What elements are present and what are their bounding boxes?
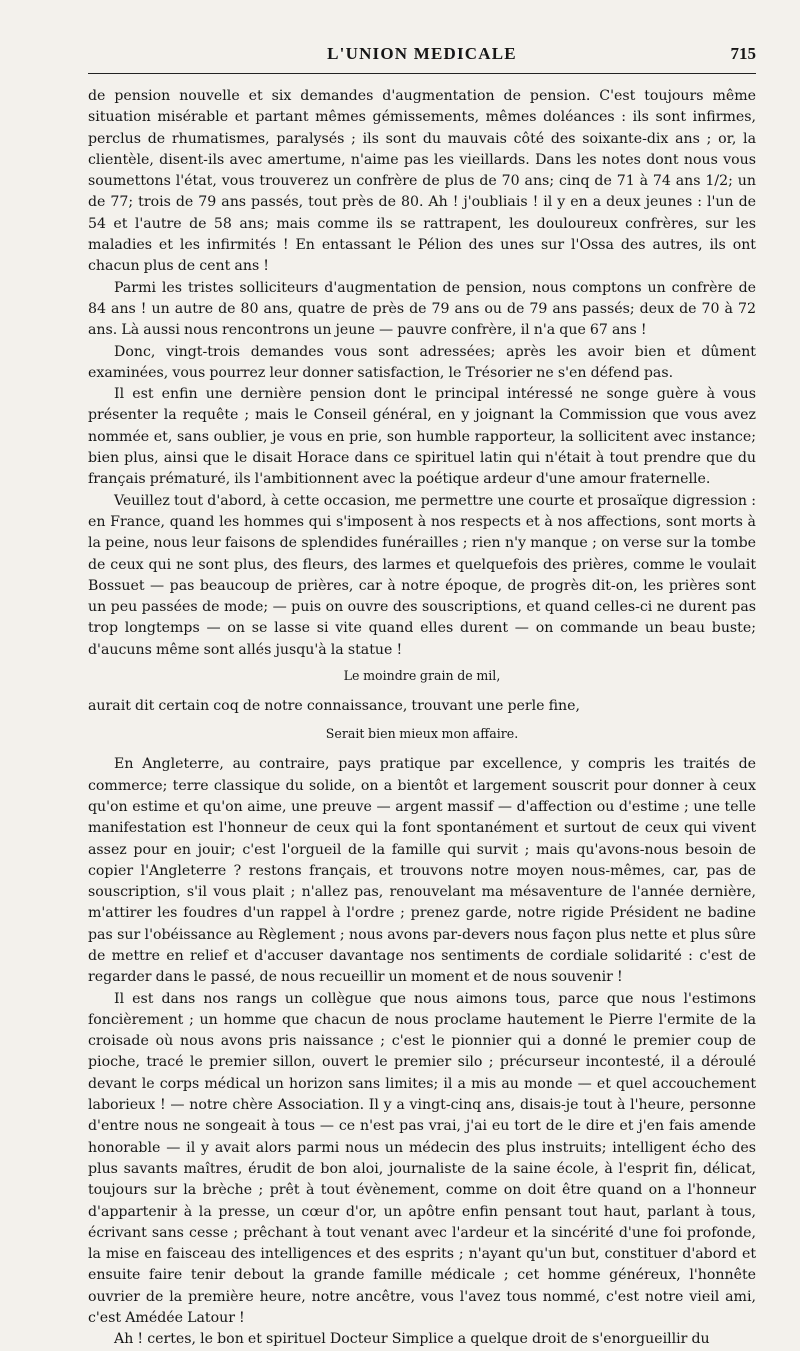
paragraph: aurait dit certain coq de notre connaissance, trouvant une perle fine,	[88, 698, 581, 715]
page-header	[88, 0, 756, 76]
header-rule	[88, 73, 756, 74]
body-text	[88, 86, 756, 1351]
verse-line: Le moindre grain de mil,	[343, 668, 501, 684]
running-title: L'UNION MEDICALE	[327, 44, 517, 63]
page-number: 715	[730, 44, 756, 63]
verse-line: Serait bien mieux mon affaire.	[325, 726, 519, 742]
paragraph: Parmi les tristes solliciteurs d'augmentation de pension, nous comptons un confrère de 84 ans ! un autre de 80 ans, quatre de près de 79 ans ou de 79 ans passés; deux de 70 à 72 ans. Là aussi nous rencontrons un jeune — pauvre confrère, il n'a que 67 ans !	[88, 279, 756, 339]
paragraph: Il est dans nos rangs un collègue que nous aimons tous, parce que nous l'estimons foncièrement ; un homme que chacun de nous proclame hautement le Pierre l'ermite de la croisade où nous avons pris naissance ; c'est le pionnier qui a donné le premier coup de pioche, tracé le premier sillon, ouvert le premier silo ; précurseur incontesté, il a déroulé devant le corps médical un horizon sans limites; il a mis au monde — et quel accouchement laborieux ! — notre chère Association. Il y a vingt-cinq ans, disais-je tout à l'heure, personne d'entre nous ne songeait à tous — ce n'est pas vrai, j'ai eu tort de le dire et j'en fais amende honorable — il y avait alors parmi nous un médecin des plus instruits; intelligent écho des plus savants maîtres, érudit de bon aloi, journaliste de la saine école, à l'esprit fin, délicat, toujours sur la brèche ; prêt à tout évènement, comme on doit être quand on a l'honneur d'appartenir à la presse, un cœur d'or, un apôtre enfin pensant tout haut, parlant à tous, écrivant sans cesse ; prêchant à tout venant avec l'ardeur et la sincérité d'une foi profonde, la mise en faisceau des intelligences et des esprits ; n'ayant qu'un but, constituer d'abord et ensuite faire tenir debout la grande famille médicale ; cet homme généreux, l'honnête ouvrier de la première heure, notre ancêtre, vous l'avez tous nommé, c'est notre vieil ami, c'est Amédée Latour !	[88, 990, 756, 1327]
paragraph: En Angleterre, au contraire, pays pratique par excellence, y compris les traités de commerce; terre classique du solide, on a bientôt et largement souscrit pour donner à ceux qu'on estime et qu'on aime, une preuve — argent massif — d'affection ou d'estime ; une telle manifestation est l'honneur de ceux qui la font spontanément et surtout de ceux qui vivent assez pour en jouir; c'est l'orgueil de la famille qui survit ; mais qu'avons-nous besoin de copier l'Angleterre ? restons français, et trouvons notre moyen nous-mêmes, car, pas de souscription, s'il vous plait ; n'allez pas, renouvelant ma mésaventure de l'année dernière, m'attirer les foudres d'un rappel à l'ordre ; prenez garde, notre rigide Président ne badine pas sur l'obéissance au Règlement ; nous avons par-devers nous façon plus nette et plus sûre de mettre en relief et d'accuser davantage nos sentiments de cordiale solidarité : c'est de regarder dans le passé, de nous recueillir un moment et de nous souvenir !	[88, 756, 756, 986]
paragraph: Ah ! certes, le bon et spirituel Docteur Simplice a quelque droit de s'enorgueillir du	[114, 1331, 710, 1348]
paragraph: Il est enfin une dernière pension dont le principal intéressé ne songe guère à vous présenter la requête ; mais le Conseil général, en y joignant la Commission que vous avez nommée et, sans oublier, je vous en prie, son humble rapporteur, la sollicitent avec instance; bien plus, ainsi que le disait Horace dans ce spirituel latin qui n'était à tout prendre que du français prématuré, ils l'ambitionnent avec la poétique ardeur d'une amour fraternelle.	[88, 386, 756, 488]
paragraph: Veuillez tout d'abord, à cette occasion, me permettre une courte et prosaïque digression : en France, quand les hommes qui s'imposent à nos respects et à nos affections, sont morts à la peine, nous leur faisons de splendides funérailles ; rien n'y manque ; on verse sur la tombe de ceux qui ne sont plus, des fleurs, des larmes et quelquefois des prières, comme le voulait Bossuet — pas beaucoup de prières, car à notre époque, de progrès dit-on, les prières sont un peu passées de mode; — puis on ouvre des souscriptions, et quand celles-ci ne durent pas trop longtemps — on se lasse si vite quand elles durent — on commande un beau buste; d'aucuns même sont allés jusqu'à la statue !	[88, 492, 756, 658]
paragraph: de pension nouvelle et six demandes d'augmentation de pension. C'est toujours même situation misérable et partant mêmes gémissements, mêmes doléances : ils sont infirmes, perclus de rhumatismes, paralysés ; ils sont du mauvais côté des soixante-dix ans ; or, la clientèle, disent-ils avec amertume, n'aime pas les vieillards. Dans les notes dont nous vous soumettons l'état, vous trouverez un confrère de plus de 70 ans; cinq de 71 à 74 ans 1/2; un de 77; trois de 79 ans passés, tout près de 80. Ah ! j'oubliais ! il y en a deux jeunes : l'un de 54 et l'autre de 58 ans; mais comme ils se rattrapent, les douloureux confrères, sur les maladies et les infirmités ! En entassant le Pélion des unes sur l'Ossa des autres, ils ont chacun plus de cent ans !	[88, 88, 756, 275]
paragraph: Donc, vingt-trois demandes vous sont adressées; après les avoir bien et dûment examinées, vous pourrez leur donner satisfaction, le Trésorier ne s'en défend pas.	[88, 343, 756, 381]
